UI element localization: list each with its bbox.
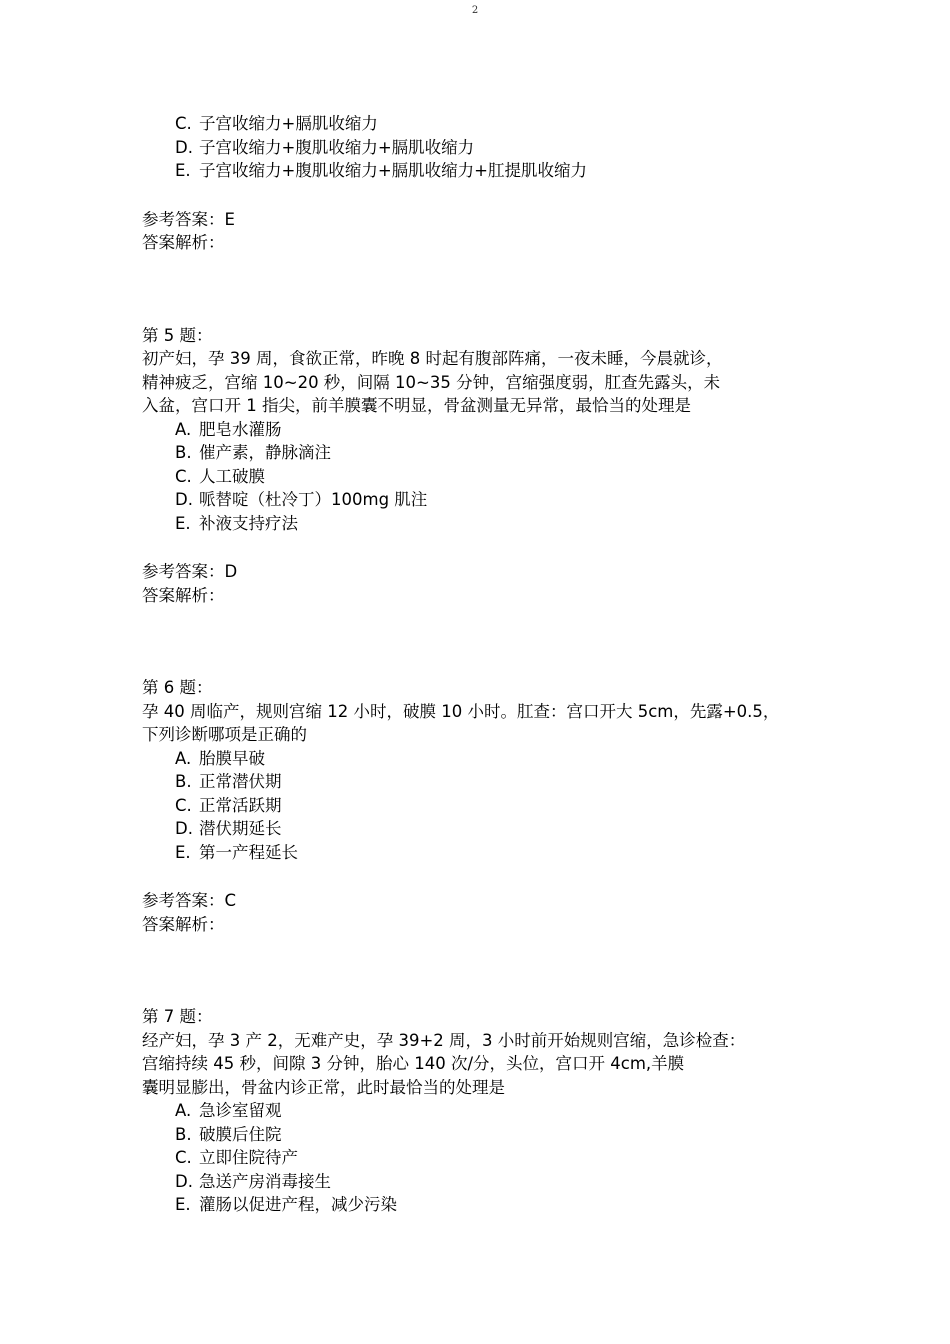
option-text: 补液支持疗法 [199,513,298,533]
question-stem-line: 精神疲乏，宫缩 10~20 秒，间隔 10~35 分钟，宫缩强度弱，肛查先露头，未 [142,372,721,392]
option-text: 子宫收缩力+膈肌收缩力 [199,114,378,133]
option-text: 子宫收缩力+腹肌收缩力+膈肌收缩力 [199,137,475,157]
question-stem-line: 入盆，宫口开 1 指尖，前羊膜囊不明显，骨盆测量无异常，最恰当的处理是 [142,396,691,415]
option-text: 灌肠以促进产程，减少污染 [199,1195,397,1214]
option-letter: C. [175,1148,192,1167]
option-text: 子宫收缩力+腹肌收缩力+膈肌收缩力+肛提肌收缩力 [199,161,587,180]
option-d [142,1170,822,1194]
option-text: 正常潜伏期 [199,772,282,791]
question-title: 第 7 题： [142,1007,213,1026]
option-b [142,441,822,465]
option-d [142,136,822,160]
option-letter: B. [175,1124,192,1144]
option-letter: B. [175,443,192,462]
question-stem-line: 囊明显膨出，骨盆内诊正常，此时最恰当的处理是 [142,1077,505,1097]
answer-analysis: 答案解析： [142,233,225,252]
answer-block [142,208,822,255]
reference-answer: 参考答案：C [142,891,237,910]
option-letter: D. [175,490,193,509]
option-letter: D. [175,137,193,157]
option-a [142,1099,822,1123]
option-text: 催产素，静脉滴注 [199,443,331,462]
option-letter: A. [175,1101,192,1120]
option-d [142,488,822,512]
option-c [142,112,822,136]
option-letter: C. [175,795,192,815]
question-6 [142,676,822,936]
option-d [142,817,822,841]
question-4-tail [142,112,822,255]
document-body [142,112,822,1217]
option-text: 急送产房消毒接生 [199,1171,331,1191]
option-text: 正常活跃期 [199,795,282,815]
answer-analysis: 答案解析： [142,585,225,605]
option-text: 急诊室留观 [199,1101,282,1120]
option-e [142,1193,822,1217]
option-letter: D. [175,819,193,838]
question-stem-line: 下列诊断哪项是正确的 [142,725,307,744]
option-letter: E. [175,1195,191,1214]
option-text: 胎膜早破 [199,748,265,768]
option-text: 人工破膜 [199,466,265,486]
option-letter: A. [175,748,192,768]
option-letter: E. [175,842,191,862]
option-letter: C. [175,114,192,133]
answer-block [142,889,822,936]
reference-answer: 参考答案：E [142,209,235,229]
option-a [142,747,822,771]
question-stem-line: 孕 40 周临产，规则宫缩 12 小时，破膜 10 小时。肛查：宫口开大 5cm，先露+0.5， [142,701,780,721]
reference-answer: 参考答案：D [142,562,238,581]
option-text: 潜伏期延长 [199,819,282,838]
question-stem-line: 初产妇，孕 39 周，食欲正常，昨晚 8 时起有腹部阵痛，一夜未睡，今晨就诊， [142,349,723,368]
option-c [142,1146,822,1170]
option-letter: A. [175,419,192,439]
option-text: 立即住院待产 [199,1148,298,1167]
page-number: 2 [471,5,479,16]
option-b [142,770,822,794]
option-e [142,512,822,536]
option-a [142,418,822,442]
option-c [142,794,822,818]
option-letter: E. [175,161,191,180]
question-title: 第 6 题： [142,678,213,697]
option-letter: E. [175,513,191,533]
answer-analysis: 答案解析： [142,914,225,934]
answer-block [142,560,822,607]
option-e [142,159,822,183]
question-7 [142,1005,822,1217]
option-b [142,1123,822,1147]
option-text: 哌替啶（杜冷丁）100mg 肌注 [199,490,428,509]
question-title: 第 5 题： [142,325,213,345]
option-e [142,841,822,865]
option-letter: B. [175,772,192,791]
option-text: 破膜后住院 [199,1124,282,1144]
option-letter: D. [175,1171,193,1191]
question-stem-line: 宫缩持续 45 秒，间隙 3 分钟，胎心 140 次/分，头位，宫口开 4cm,羊膜 [142,1054,685,1073]
option-text: 肥皂水灌肠 [199,419,282,439]
question-5 [142,324,822,608]
option-letter: C. [175,466,192,486]
option-c [142,465,822,489]
question-stem-line: 经产妇，孕 3 产 2，无难产史，孕 39+2 周，3 小时前开始规则宫缩，急诊检查： [142,1030,746,1050]
option-text: 第一产程延长 [199,842,298,862]
